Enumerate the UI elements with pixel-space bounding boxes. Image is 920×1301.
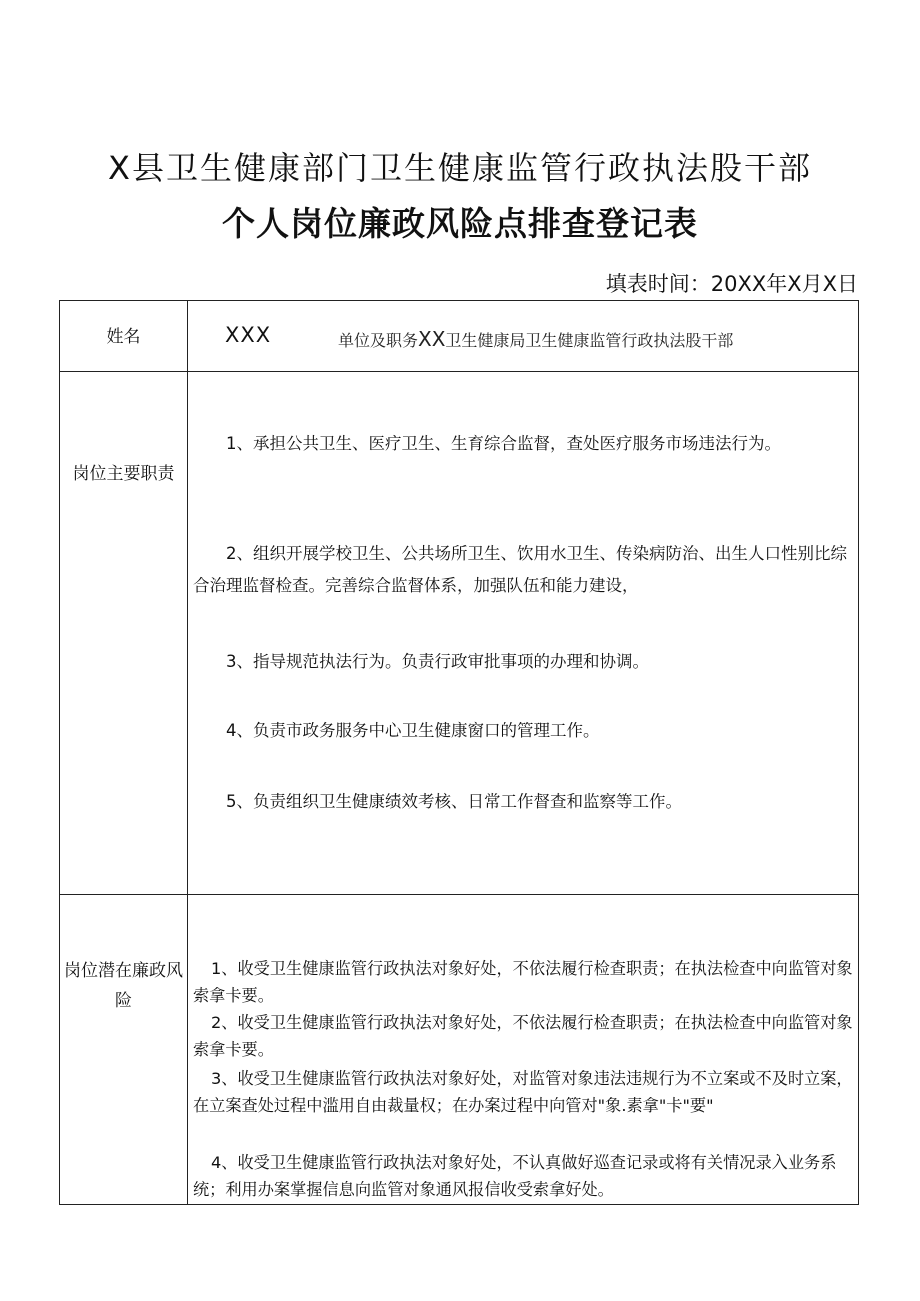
- registration-table: [59, 300, 859, 1205]
- unit-label: 单位及职务: [338, 331, 419, 350]
- risk-item: 2、收受卫生健康监管行政执法对象好处，不依法履行检查职责；在执法检查中向监管对象索拿卡要。: [193, 1013, 853, 1059]
- duty-item: 5、负责组织卫生健康绩效考核、日常工作督查和监察等工作。: [226, 792, 682, 811]
- row-divider-1: [60, 371, 858, 372]
- title-line-2: 个人岗位廉政风险点排查登记表: [222, 204, 698, 243]
- duty-item: 3、指导规范执法行为。负责行政审批事项的办理和协调。: [226, 652, 649, 671]
- duty-item: 4、负责市政务服务中心卫生健康窗口的管理工作。: [226, 721, 600, 740]
- title-line-1: X县卫生健康部门卫生健康监管行政执法股干部: [108, 149, 812, 187]
- risk-item: 4、收受卫生健康监管行政执法对象好处，不认真做好巡查记录或将有关情况录入业务系统；利用办案掌握信息向监管对象通风报信收受索拿好处。: [193, 1153, 837, 1199]
- unit-value-rest: 卫生健康局卫生健康监管行政执法股干部: [445, 331, 734, 350]
- row-divider-2: [60, 894, 858, 895]
- fill-date: 填表时间：20XX年X月X日: [605, 272, 858, 296]
- duty-item: 2、组织开展学校卫生、公共场所卫生、饮用水卫生、传染病防治、出生人口性别比综合治理监督检查。完善综合监督体系，加强队伍和能力建设，: [193, 544, 847, 595]
- risk-item: 3、收受卫生健康监管行政执法对象好处，对监管对象违法违规行为不立案或不及时立案，在立案查处过程中滥用自由裁量权；在办案过程中向管对"象.素拿"卡"要": [193, 1069, 853, 1115]
- name-label: 姓名: [106, 327, 141, 347]
- risk-label: 岗位潜在廉政风险: [64, 961, 183, 1011]
- column-divider: [187, 301, 188, 1204]
- duties-label: 岗位主要职责: [72, 464, 175, 484]
- unit-position: [338, 327, 733, 351]
- unit-value-prefix: XX: [418, 327, 446, 351]
- name-value: XXX: [225, 323, 272, 347]
- risk-item: 1、收受卫生健康监管行政执法对象好处，不依法履行检查职责；在执法检查中向监管对象索拿卡要。: [193, 959, 853, 1005]
- duty-item: 1、承担公共卫生、医疗卫生、生育综合监督，查处医疗服务市场违法行为。: [226, 434, 781, 453]
